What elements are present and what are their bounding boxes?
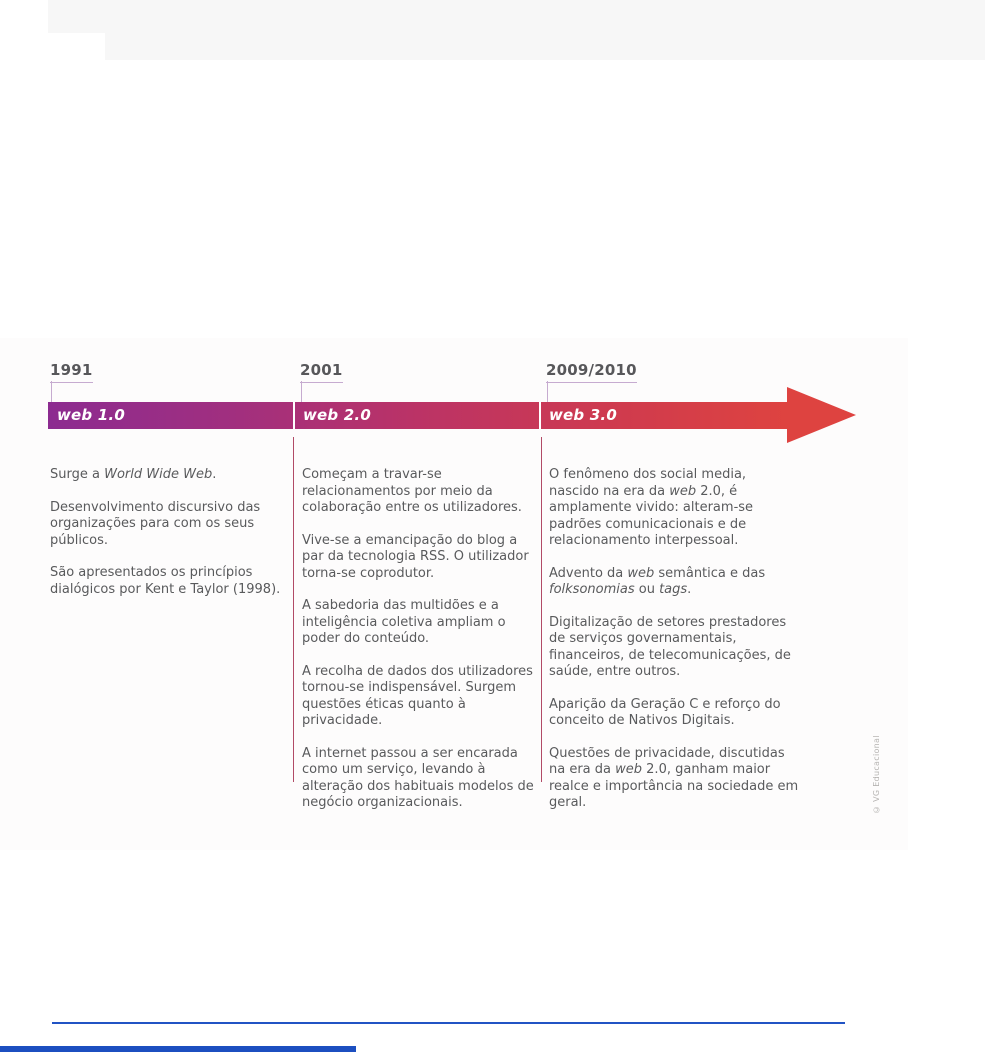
- page-fragment-top-bar-2: [105, 33, 985, 60]
- column-divider-line: [541, 437, 542, 782]
- bar-label-web-1-0: web 1.0: [57, 406, 125, 424]
- column-divider-line: [293, 437, 294, 782]
- era-paragraph: Começam a travar-se relacionamentos por meio da colaboração entre os utilizadores.: [302, 467, 522, 515]
- era-paragraph: A sabedoria das multidões e a inteligência coletiva ampliam o poder do conteúdo.: [302, 598, 506, 646]
- era-paragraph: A internet passou a ser encarada como um serviço, levando à alteração dos habituais modelos de negócio organizacionais.: [302, 745, 534, 810]
- era-connector-line: [547, 381, 548, 402]
- era-connector-line: [301, 381, 302, 402]
- arrow-right-icon: [787, 387, 856, 443]
- era-column-web-3-0: [549, 467, 799, 828]
- era-year-1991: 1991: [50, 361, 93, 383]
- era-column-web-2-0: [302, 467, 539, 828]
- timeline-gradient-bar: [48, 402, 787, 429]
- copyright-credit: © VG Educacional: [872, 735, 881, 814]
- era-paragraph: Desenvolvimento discursivo das organizações para com os seus públicos.: [50, 499, 261, 548]
- bar-segment-divider: [539, 402, 541, 429]
- era-paragraph: Digitalização de setores prestadores de serviços governamentais, financeiros, de telecomunicações, de saúde, entre outros.: [549, 614, 791, 679]
- era-year-2009-2010: 2009/2010: [546, 361, 637, 383]
- bar-label-web-2-0: web 2.0: [303, 406, 371, 424]
- era-paragraph: A recolha de dados dos utilizadores tornou-se indispensável. Surgem questões éticas quanto à privacidade.: [302, 663, 533, 728]
- era-column-web-1-0: [50, 467, 286, 614]
- era-paragraph: Advento da web semântica e das folksonomias ou tags.: [549, 565, 766, 597]
- bottom-left-thick-rule: [0, 1046, 356, 1052]
- era-connector-line: [51, 381, 52, 402]
- page-fragment-top-bar: [48, 0, 985, 33]
- era-paragraph: Surge a World Wide Web.: [50, 467, 217, 482]
- era-paragraph: São apresentados os princípios dialógicos por Kent e Taylor (1998).: [50, 565, 281, 597]
- era-paragraph: O fenômeno dos social media, nascido na era da web 2.0, é amplamente vivido: alteram-se padrões comunicacionais e de relacionamento interpessoal.: [549, 467, 754, 548]
- bar-label-web-3-0: web 3.0: [549, 406, 617, 424]
- bottom-horizontal-rule: [52, 1022, 845, 1024]
- era-year-2001: 2001: [300, 361, 343, 383]
- era-paragraph: Questões de privacidade, discutidas na era da web 2.0, ganham maior realce e importância na sociedade em geral.: [549, 745, 799, 810]
- era-paragraph: Vive-se a emancipação do blog a par da tecnologia RSS. O utilizador torna-se coprodutor.: [302, 532, 529, 581]
- bar-segment-divider: [293, 402, 295, 429]
- era-paragraph: Aparição da Geração C e reforço do conceito de Nativos Digitais.: [549, 696, 781, 728]
